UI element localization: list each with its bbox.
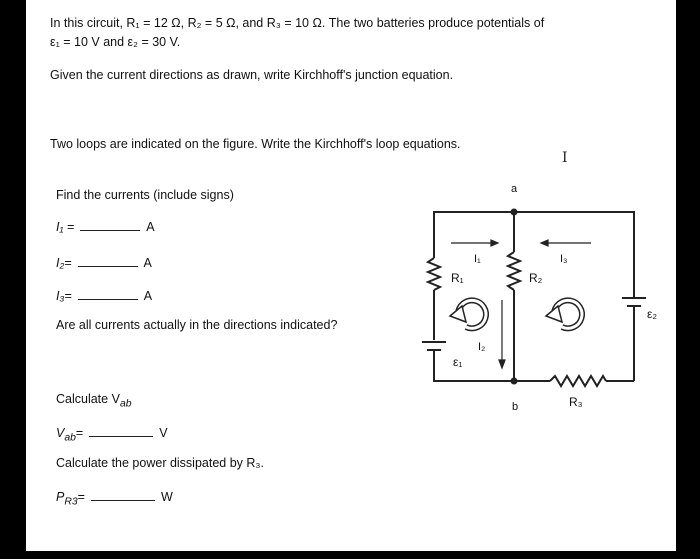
label-i3: I₃ <box>560 253 568 265</box>
vab-label: V <box>56 426 65 440</box>
answer-i3-unit: A <box>143 289 153 303</box>
problem-line-1: In this circuit, R₁ = 12 Ω, R₂ = 5 Ω, and R₃ = 10 Ω. The two batteries produce potentials of <box>50 16 545 30</box>
loop-arrow-left-icon <box>450 300 486 328</box>
label-i2: I₂ <box>478 341 486 353</box>
resistor-r1 <box>428 258 440 290</box>
label-e1: ε₁ <box>453 355 463 369</box>
vab-eq: = <box>75 426 84 440</box>
wire-left-top <box>434 212 634 298</box>
text-cursor-icon: I <box>562 150 568 166</box>
label-r3: R₃ <box>569 395 583 409</box>
label-e2: ε₂ <box>647 307 658 321</box>
power-label: P <box>56 490 65 504</box>
label-r1: R₁ <box>451 271 464 285</box>
vab-prompt-text: Calculate V <box>56 392 120 406</box>
answer-i3-label: I₃= <box>56 289 72 303</box>
junction-prompt: Given the current directions as drawn, write Kirchhoff's junction equation. <box>50 68 454 82</box>
circuit-diagram <box>26 0 676 551</box>
find-currents-heading: Find the currents (include signs) <box>56 188 234 202</box>
answer-i1-label: I₁ = <box>56 220 75 234</box>
vab-unit: V <box>159 426 168 440</box>
direction-question: Are all currents actually in the directions indicated? <box>56 318 338 332</box>
resistor-r3 <box>550 376 606 386</box>
battery-e2 <box>622 298 646 324</box>
power-eq: = <box>77 490 85 504</box>
vab-prompt-sub: ab <box>119 398 132 410</box>
loop-arrow-right-icon <box>546 300 582 328</box>
loop-prompt: Two loops are indicated on the figure. Write the Kirchhoff's loop equations. <box>50 137 461 151</box>
power-unit: W <box>160 490 173 504</box>
node-b-label: b <box>512 401 519 413</box>
battery-e1 <box>422 342 446 358</box>
vab-label-sub: ab <box>64 432 76 444</box>
wire-bottom <box>434 358 550 381</box>
answer-i1-unit: A <box>146 220 155 234</box>
node-a-label: a <box>511 183 518 195</box>
junction-a-dot <box>511 209 518 216</box>
answer-i2-unit: A <box>143 256 152 270</box>
junction-b-dot <box>511 378 518 385</box>
answer-i2-label: I₂= <box>56 256 72 270</box>
document-page <box>26 0 676 551</box>
label-r2: R₂ <box>529 271 543 285</box>
label-i1: I₁ <box>474 253 481 265</box>
power-prompt: Calculate the power dissipated by R₃. <box>56 456 264 470</box>
problem-line-2: ε₁ = 10 V and ε₂ = 30 V. <box>50 35 181 49</box>
power-label-sub: R3 <box>64 496 78 508</box>
resistor-r2 <box>508 252 520 290</box>
